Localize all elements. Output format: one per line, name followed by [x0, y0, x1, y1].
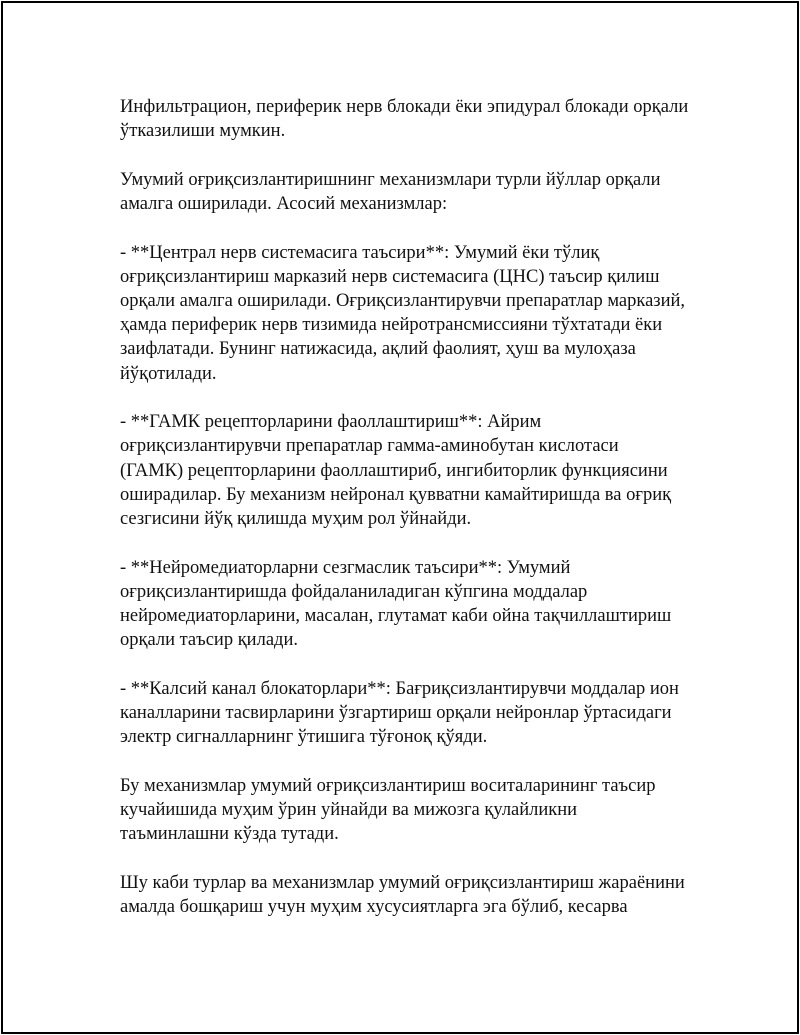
list-item-cns-effect [120, 241, 710, 386]
text-line: - **Калсий канал блокаторлари**: Бағриқсизлантирувчи моддалар ион [120, 678, 679, 699]
document-body [120, 95, 710, 944]
text-line: - **Нейромедиаторларни сезгмаслик таъсири**: Умумий [120, 557, 571, 578]
text-line: орқали амалга оширилади. Оғриқсизлантирувчи препаратлар марказий, [120, 291, 686, 311]
text-line: амалда бошқариш учун муҳим хусусиятларга эга бўлиб, кесарва [120, 897, 628, 918]
text-line: - **ГАМК рецепторларини фаоллаштириш**: Айрим [120, 412, 542, 433]
text-line: ўтказилиши мумкин. [120, 121, 286, 142]
paragraph-mechanisms-role [120, 774, 710, 847]
text-line: - **Централ нерв системасига таъсири**: Умумий ёки тўлиқ [120, 242, 600, 263]
text-line: оширадилар. Бу механизм нейронал қувватни камайтиришда ва оғриқ [120, 484, 672, 505]
document-page [1, 1, 799, 1034]
text-line: ҳамда периферик нерв тизимида нейротрансмиссияни тўхтатади ёки [120, 315, 663, 336]
text-line: оғриқсизлантиришда фойдаланиладиган кўпгина моддалар [120, 581, 588, 602]
text-line: каналларини тасвирларини ўзгартириш орқали нейронлар ўртасидаги [120, 703, 672, 724]
text-line: электр сигналларнинг ўтишига тўғоноқ қўяди. [120, 727, 488, 748]
text-line: таъминлашни кўзда тутади. [120, 824, 339, 845]
text-line: Инфильтрацион, периферик нерв блокади ёки эпидурал блокади орқали [120, 97, 689, 117]
text-line: оғриқсизлантирувчи препаратлар гамма-аминобутан кислотаси [120, 436, 619, 457]
text-line: йўқотилади. [120, 363, 217, 384]
text-line: Умумий оғриқсизлантиришнинг механизмлари турли йўллар орқали [120, 169, 661, 190]
text-line: оғриқсизлантириш марказий нерв системасига (ЦНС) таъсир қилиш [120, 266, 660, 287]
text-line: нейромедиаторларини, масалан, глутамат каби ойна тақчиллаштириш [120, 606, 672, 627]
text-line: заифлатади. Бунинг натижасида, ақлий фаолият, ҳуш ва мулоҳаза [120, 339, 636, 360]
list-item-calcium-channel-blockers [120, 677, 710, 750]
text-line: кучайишида муҳим ўрин уйнайди ва мижозга қулайликни [120, 800, 578, 821]
list-item-neuromediators [120, 556, 710, 653]
text-line: Шу каби турлар ва механизмлар умумий оғриқсизлантириш жараёнини [120, 872, 685, 893]
paragraph-conclusion [120, 871, 710, 919]
paragraph-mechanisms-intro [120, 168, 710, 216]
text-line: (ГАМК) рецепторларини фаоллаштириб, ингибиторлик функциясини [120, 460, 668, 481]
paragraph-intro-infiltration [120, 95, 710, 143]
text-line: амалга оширилади. Асосий механизмлар: [120, 194, 448, 214]
text-line: орқали таъсир қилади. [120, 630, 298, 651]
text-line: сезгисини йўқ қилишда муҳим рол ўйнайди. [120, 509, 472, 530]
text-line: Бу механизмлар умумий оғриқсизлантириш воситаларининг таъсир [120, 775, 656, 796]
list-item-gaba-receptors [120, 410, 710, 531]
